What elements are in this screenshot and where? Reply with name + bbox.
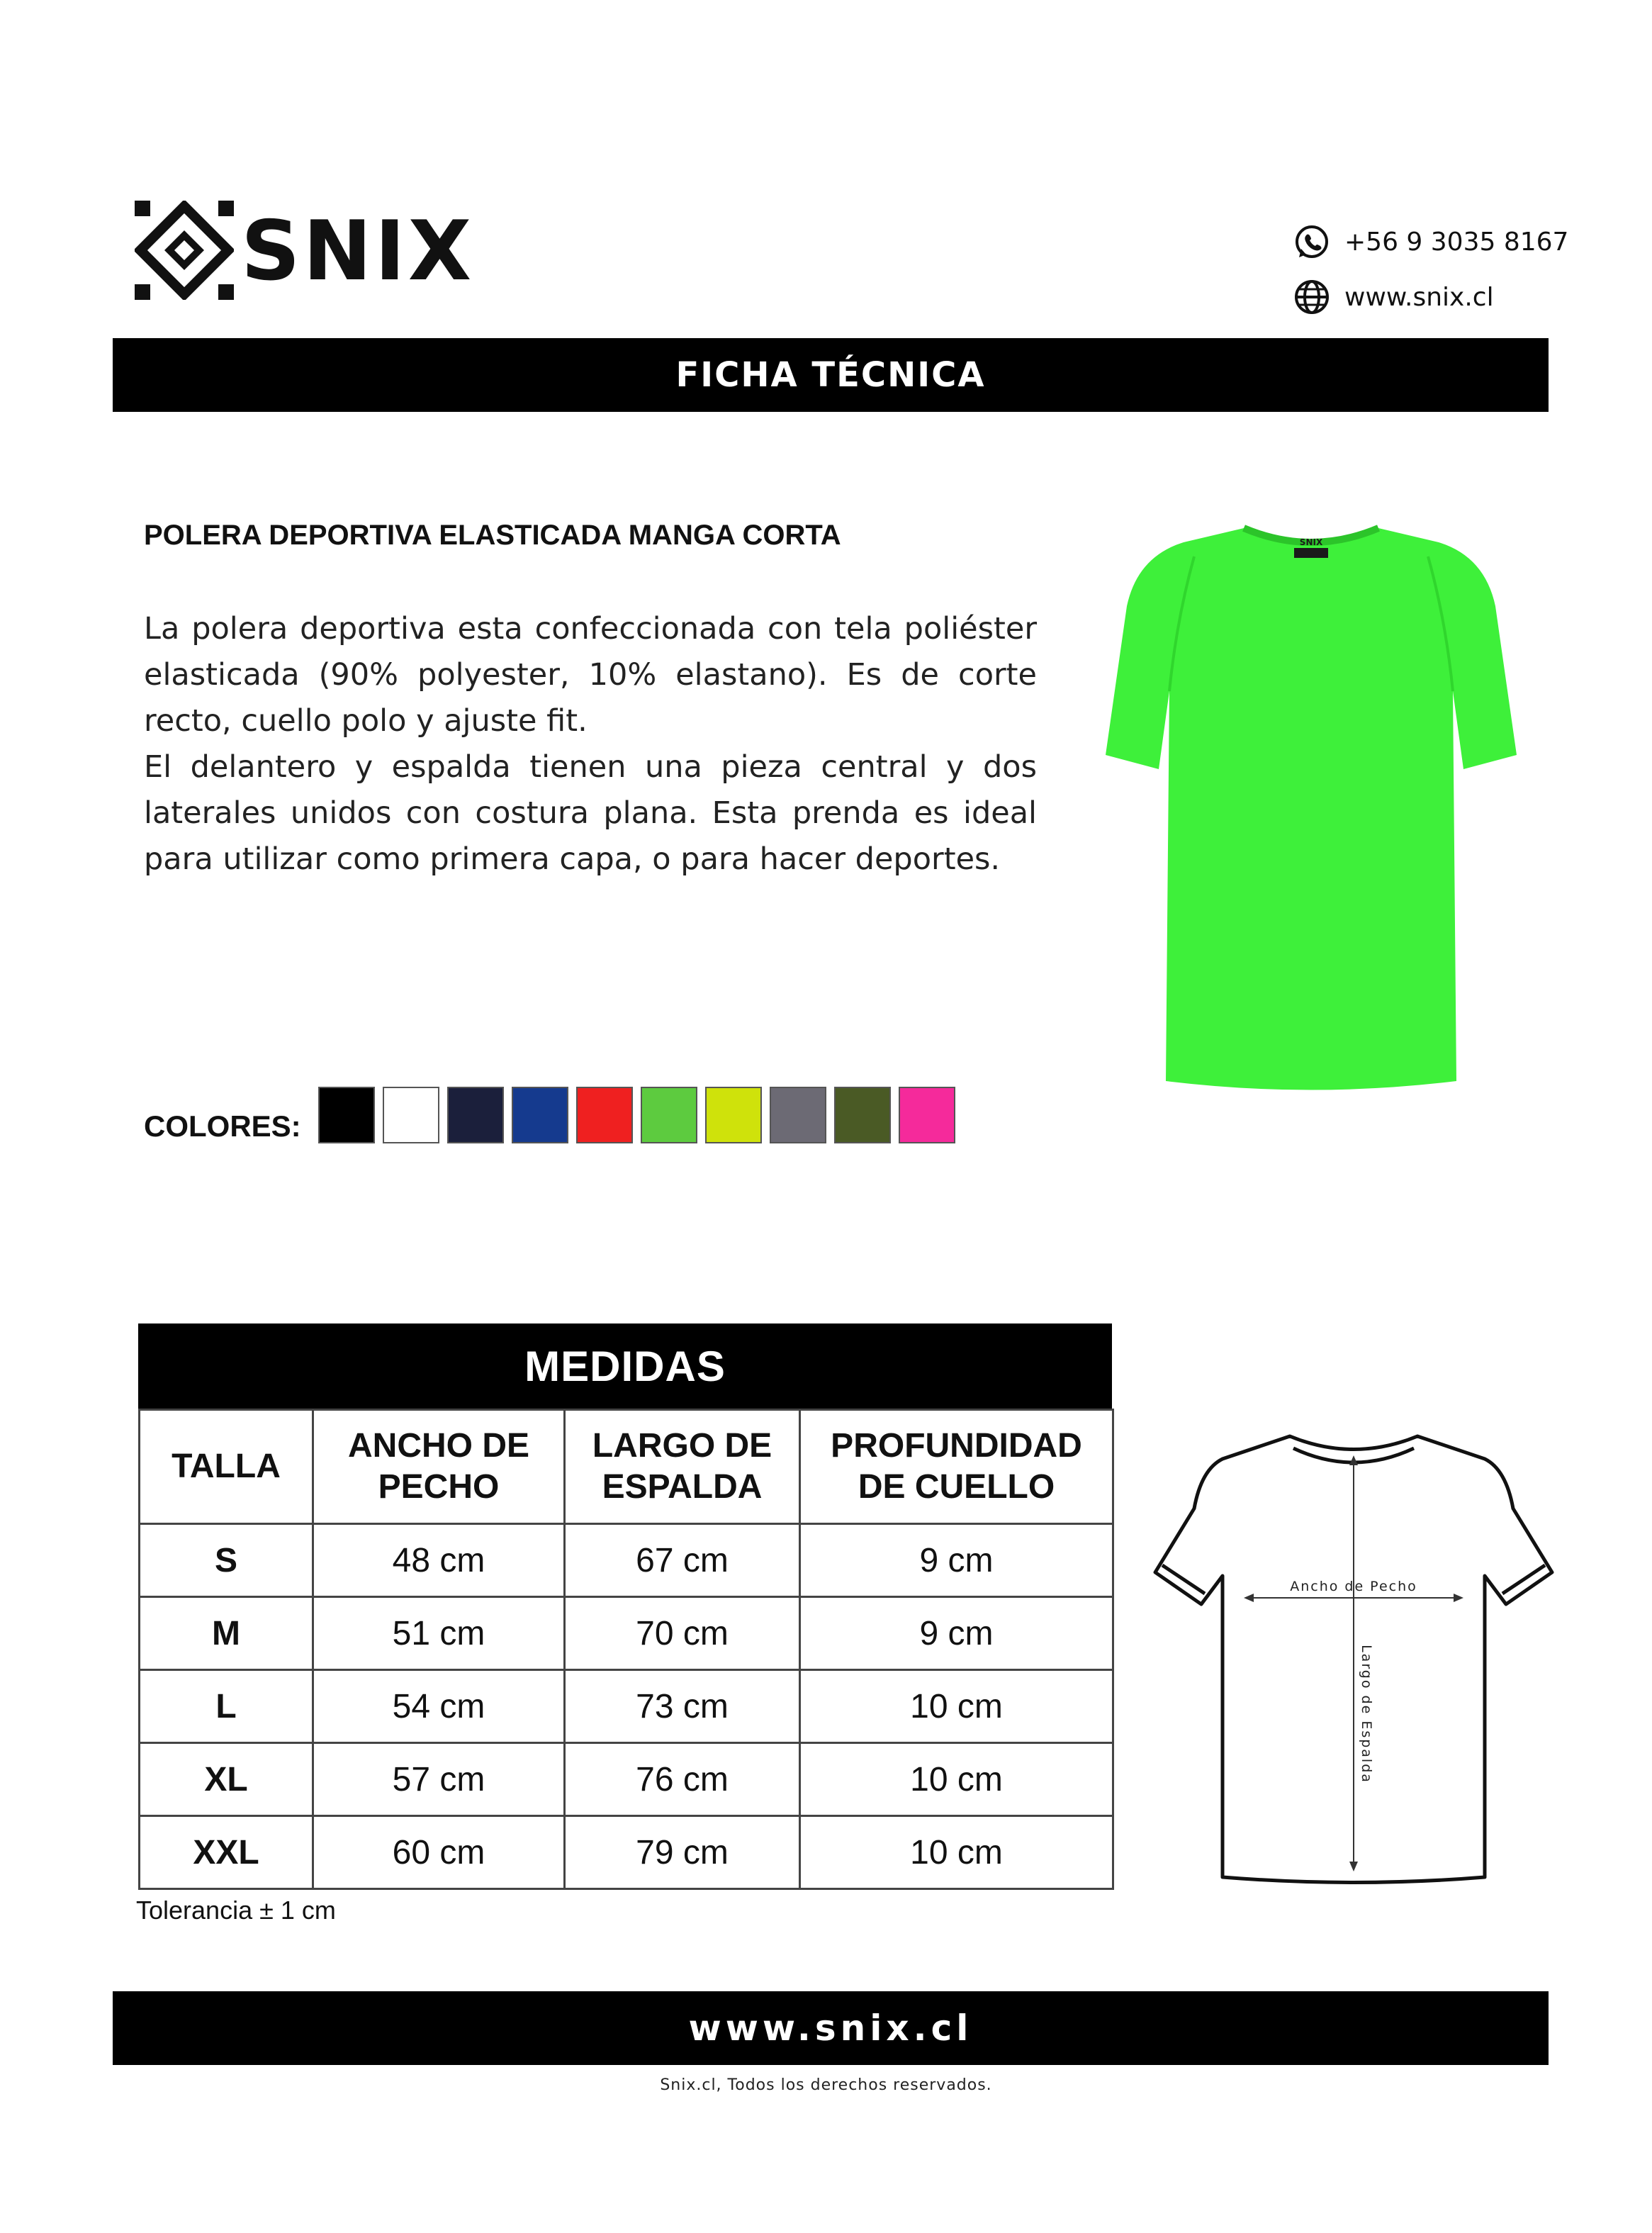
back-cell: 79 cm <box>565 1816 800 1889</box>
table-row <box>140 1743 1113 1816</box>
color-swatch[interactable] <box>899 1087 955 1143</box>
chest-cell: 54 cm <box>313 1670 565 1743</box>
shirt-tag-text: SNIX <box>1299 537 1323 547</box>
color-swatch[interactable] <box>512 1087 568 1143</box>
copyright-text: Snix.cl, Todos los derechos reservados. <box>660 2076 992 2094</box>
whatsapp-icon <box>1293 223 1330 260</box>
chest-cell: 51 cm <box>313 1597 565 1670</box>
product-description <box>144 606 1037 883</box>
description-paragraph-2: El delantero y espalda tienen una pieza central y dos laterales unidos con costura plana. Esta prenda es ideal para utilizar como primera capa, o para hacer deportes. <box>144 749 1037 877</box>
column-header-neck: PROFUNDIDAD DE CUELLO <box>800 1410 1113 1524</box>
website-link[interactable]: www.snix.cl <box>1344 282 1494 312</box>
size-cell: S <box>140 1524 313 1597</box>
column-header-size: TALLA <box>140 1410 313 1524</box>
contact-website <box>1293 276 1570 318</box>
size-cell: XL <box>140 1743 313 1816</box>
table-row <box>140 1670 1113 1743</box>
color-swatch[interactable] <box>641 1087 697 1143</box>
product-shirt-image <box>1070 514 1552 1095</box>
neck-cell: 9 cm <box>800 1524 1113 1597</box>
table-row <box>140 1597 1113 1670</box>
brand-name: SNIX <box>241 203 475 299</box>
measures-title: MEDIDAS <box>138 1323 1112 1409</box>
color-swatches <box>318 1087 963 1143</box>
size-cell: M <box>140 1597 313 1670</box>
colors-label: COLORES: <box>144 1109 301 1143</box>
back-cell: 76 cm <box>565 1743 800 1816</box>
measures-table <box>138 1323 1112 1890</box>
color-swatch[interactable] <box>834 1087 891 1143</box>
size-cell: L <box>140 1670 313 1743</box>
table-row <box>140 1816 1113 1889</box>
tolerance-note: Tolerancia ± 1 cm <box>136 1896 336 1925</box>
column-header-back: LARGO DE ESPALDA <box>565 1410 800 1524</box>
snix-logo-icon <box>135 201 234 300</box>
brand-logo <box>135 197 475 303</box>
color-swatch[interactable] <box>705 1087 762 1143</box>
description-paragraph-1: La polera deportiva esta confeccionada con tela poliéster elasticada (90% polyester, 10% elastano). Es de corte recto, cuello polo y ajuste fit. <box>144 611 1037 739</box>
footer-bar <box>113 1991 1549 2065</box>
footer-website[interactable]: www.snix.cl <box>688 2008 973 2049</box>
color-swatch[interactable] <box>770 1087 826 1143</box>
back-cell: 67 cm <box>565 1524 800 1597</box>
color-swatch[interactable] <box>447 1087 504 1143</box>
page-title: FICHA TÉCNICA <box>675 355 986 395</box>
chest-cell: 57 cm <box>313 1743 565 1816</box>
size-cell: XXL <box>140 1816 313 1889</box>
color-swatch[interactable] <box>576 1087 633 1143</box>
color-swatch[interactable] <box>383 1087 439 1143</box>
chest-cell: 60 cm <box>313 1816 565 1889</box>
neck-cell: 9 cm <box>800 1597 1113 1670</box>
globe-icon <box>1293 279 1330 315</box>
back-length-label: Largo de Espalda <box>1359 1645 1374 1784</box>
color-swatch[interactable] <box>318 1087 375 1143</box>
page-title-bar <box>113 338 1549 412</box>
chest-width-label: Ancho de Pecho <box>1290 1579 1417 1594</box>
chest-cell: 48 cm <box>313 1524 565 1597</box>
back-cell: 70 cm <box>565 1597 800 1670</box>
neck-cell: 10 cm <box>800 1670 1113 1743</box>
neck-cell: 10 cm <box>800 1743 1113 1816</box>
table-header-row <box>140 1410 1113 1524</box>
neck-cell: 10 cm <box>800 1816 1113 1889</box>
contact-block <box>1293 221 1570 332</box>
phone-number[interactable]: +56 9 3035 8167 <box>1344 227 1569 257</box>
product-title: POLERA DEPORTIVA ELASTICADA MANGA CORTA <box>144 520 841 551</box>
table-row <box>140 1524 1113 1597</box>
back-cell: 73 cm <box>565 1670 800 1743</box>
column-header-chest: ANCHO DE PECHO <box>313 1410 565 1524</box>
measurement-diagram <box>1152 1423 1556 1891</box>
contact-phone <box>1293 221 1570 262</box>
